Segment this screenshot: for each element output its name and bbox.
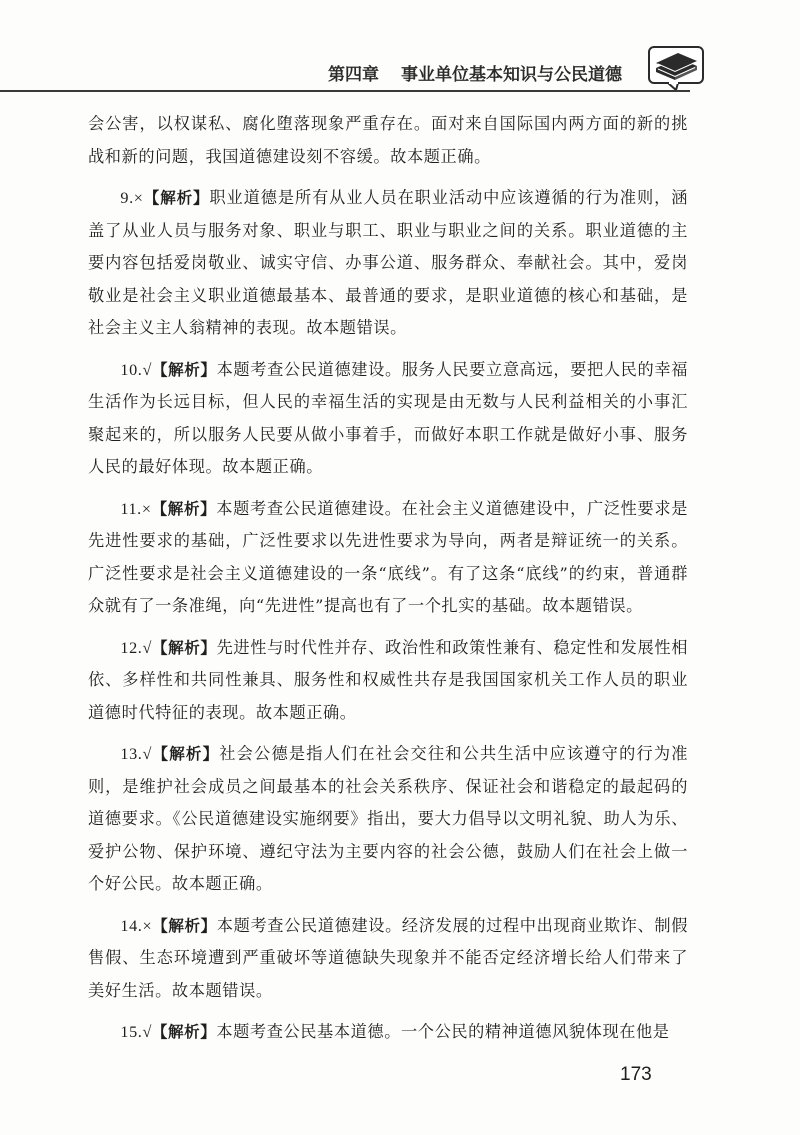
answer-mark: × — [142, 916, 153, 935]
answer-item-9 — [88, 182, 688, 345]
chapter-title — [328, 60, 622, 85]
item-number: 15. — [120, 1023, 143, 1041]
analysis-text: 先进性与时代性并存、政治性和政策性兼有、稳定性和发展性相依、多样性和共同性兼具、服务性和权威性共存是我国国家机关工作人员的职业道德时代特征的表现。故本题正确。 — [88, 637, 688, 722]
answer-mark: √ — [142, 745, 152, 763]
answer-item-12 — [88, 632, 688, 730]
item-number: 13. — [120, 745, 143, 763]
analysis-text: 本题考查公民道德建设。经济发展的过程中出现商业欺诈、制假售假、生态环境遭到严重破坏等道德缺失现象并不能否定经济增长给人们带来了美好生活。故本题错误。 — [88, 915, 688, 1000]
item-number: 11. — [120, 499, 142, 518]
analysis-text: 职业道德是所有从业人员在职业活动中应该遵循的行为准则，涵盖了从业人员与服务对象、职业与职工、职业与职业之间的关系。职业道德的主要内容包括爱岗敬业、诚实守信、办事公道、服务群众、奉献社会。其中，爱岗敬业是社会主义职业道德最基本、最普通的要求，是职业道德的核心和基础，是社会主义主人翁精神的表现。故本题错误。 — [88, 188, 688, 337]
analysis-text: 本题考查公民道德建设。在社会主义道德建设中，广泛性要求是先进性要求的基础，广泛性要求以先进性要求为导向，两者是辩证统一的关系。广泛性要求是社会主义道德建设的一条“底线”。有了这条“底线”的约束，普通群众就有了一条准绳，向“先进性”提高也有了一个扎实的基础。故本题错误。 — [88, 498, 688, 615]
analysis-tag: 【解析】 — [151, 745, 220, 763]
chapter-number: 第四章 — [328, 65, 379, 85]
answer-explanations — [88, 108, 688, 1058]
answer-item-15 — [88, 1016, 688, 1049]
answer-item-14 — [88, 910, 688, 1008]
answer-mark: × — [141, 499, 152, 518]
answer-mark: × — [133, 189, 144, 207]
analysis-tag: 【解析】 — [151, 1023, 217, 1041]
page-number: 173 — [620, 1064, 652, 1085]
item-number: 12. — [120, 638, 143, 657]
analysis-text: 社会公德是指人们在社会交往和公共生活中应该遵守的行为准则，是维护社会成员之间最基本的社会关系秩序、保证社会和谐稳定的最起码的道德要求。《公民道德建设实施纲要》指出，要大力倡导以文明礼貌、助人为乐、爱护公物、保护环境、遵纪守法为主要内容的社会公德，鼓励人们在社会上做一个好公民。故本题正确。 — [88, 744, 688, 893]
header-divider — [0, 90, 690, 92]
analysis-tag: 【解析】 — [151, 499, 217, 518]
analysis-tag: 【解析】 — [143, 189, 210, 207]
item-number: 10. — [120, 360, 143, 379]
answer-mark: √ — [142, 1023, 152, 1041]
analysis-tag: 【解析】 — [151, 360, 217, 379]
analysis-text: 本题考查公民基本道德。一个公民的精神道德风貌体现在他是 — [216, 1022, 670, 1041]
book-stack-icon — [648, 46, 704, 90]
analysis-tag: 【解析】 — [152, 916, 217, 935]
answer-mark: √ — [142, 360, 152, 379]
answer-item-13 — [88, 738, 688, 901]
analysis-tag: 【解析】 — [151, 638, 217, 657]
answer-item-10 — [88, 354, 688, 484]
item-number: 14. — [120, 916, 143, 935]
item-number: 9. — [120, 189, 134, 207]
continued-paragraph: 会公害，以权谋私、腐化堕落现象严重存在。面对来自国际国内两方面的新的挑战和新的问题，我国道德建设刻不容缓。故本题正确。 — [88, 114, 688, 166]
page-header — [0, 0, 800, 100]
answer-item-11 — [88, 493, 688, 623]
answer-mark: √ — [142, 638, 152, 657]
chapter-name: 事业单位基本知识与公民道德 — [401, 65, 622, 85]
analysis-text: 本题考查公民道德建设。服务人民要立意高远，要把人民的幸福生活作为长远目标，但人民的幸福生活的实现是由无数与人民利益相关的小事汇聚起来的，所以服务人民要从做小事着手，而做好本职工作就是做好小事、服务人民的最好体现。故本题正确。 — [88, 359, 688, 476]
